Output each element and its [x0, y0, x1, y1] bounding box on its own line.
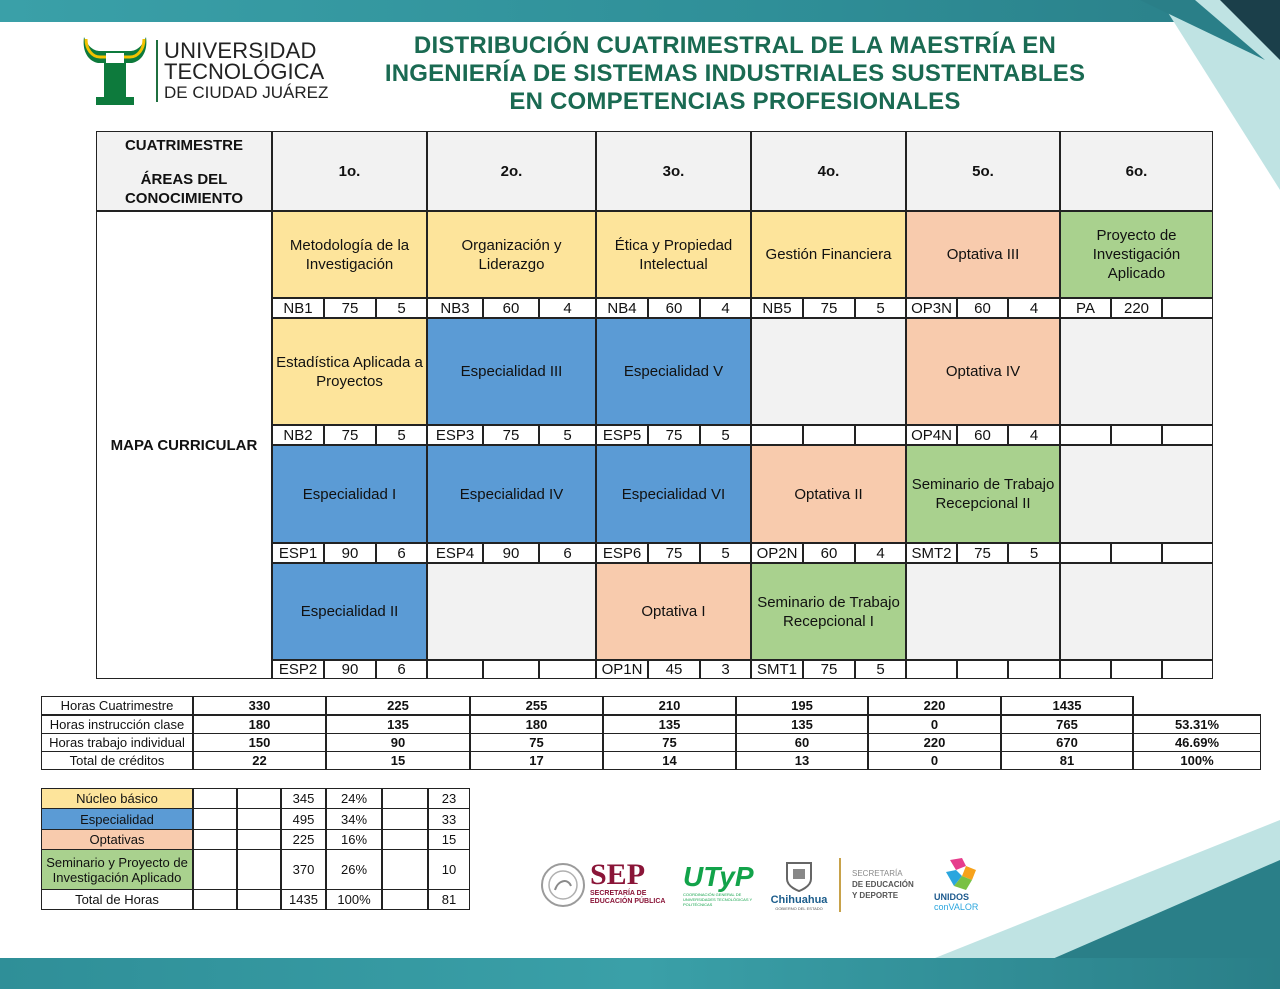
subject-cell: Ética y Propiedad Intelectual [596, 211, 751, 298]
hours-value: 195 [736, 696, 868, 715]
hours-value: 180 [470, 715, 603, 734]
hours-value: 75 [603, 733, 736, 752]
subject-code: NB1 [272, 298, 324, 318]
unidos-line-2: conVALOR [934, 902, 979, 912]
subject-hours: 75 [957, 543, 1008, 563]
subject-code: SMT1 [751, 660, 803, 679]
hours-value: 0 [868, 715, 1001, 734]
subject-hours: 60 [803, 543, 855, 563]
title-line-2: INGENIERÍA DE SISTEMAS INDUSTRIALES SUSTENTABLES [384, 60, 1086, 87]
subject-credits: 5 [700, 543, 751, 563]
logo-line-2: TECNOLÓGICA [164, 59, 325, 84]
corner-header [96, 131, 272, 211]
subject-hours [483, 660, 539, 679]
sep-sub-1: SECRETARÍA DE [590, 890, 647, 897]
area-empty-cell [382, 808, 428, 830]
sep-wordmark: SEP [590, 858, 646, 891]
subject-code: NB2 [272, 425, 324, 445]
subject-code: ESP4 [427, 543, 483, 563]
area-empty-cell [193, 808, 237, 830]
subject-hours [957, 660, 1008, 679]
hours-value: 0 [868, 751, 1001, 770]
area-label: Total de Horas [41, 889, 193, 910]
page-title [330, 32, 1140, 116]
area-empty-cell [237, 849, 281, 890]
subject-cell: Especialidad IV [427, 445, 596, 543]
hours-row-label: Horas instrucción clase [41, 715, 193, 734]
hours-value: 90 [326, 733, 470, 752]
area-empty-cell [193, 829, 237, 850]
utcj-bull-logo [80, 33, 150, 107]
subject-hours [803, 425, 855, 445]
subject-hours: 90 [483, 543, 539, 563]
subject-hours: 60 [648, 298, 700, 318]
subject-credits [1162, 425, 1213, 445]
subject-credits: 5 [855, 660, 906, 679]
subject-credits: 3 [700, 660, 751, 679]
subject-credits: 5 [1008, 543, 1060, 563]
partner-divider [839, 858, 841, 912]
area-credits: 33 [428, 808, 470, 830]
area-credits: 81 [428, 889, 470, 910]
area-label: Optativas [41, 829, 193, 850]
subject-cell: Optativa IV [906, 318, 1060, 425]
hours-value: 180 [193, 715, 326, 734]
hours-value: 75 [470, 733, 603, 752]
area-label: Seminario y Proyecto de Investigación Aplicado [41, 849, 193, 890]
subject-credits: 6 [376, 543, 427, 563]
subject-cell: Optativa III [906, 211, 1060, 298]
subject-code: SMT2 [906, 543, 957, 563]
hours-value: 330 [193, 696, 326, 715]
hours-value: 670 [1001, 733, 1133, 752]
subject-credits [1162, 543, 1213, 563]
column-header-2: 2o. [427, 131, 596, 211]
area-hours: 495 [281, 808, 326, 830]
subject-credits [1008, 660, 1060, 679]
bottom-band [0, 958, 1280, 989]
subject-code: NB3 [427, 298, 483, 318]
area-hours: 370 [281, 849, 326, 890]
hours-value: 225 [326, 696, 470, 715]
subject-credits: 6 [539, 543, 596, 563]
subject-credits [539, 660, 596, 679]
chihuahua-wordmark: Chihuahua [770, 894, 828, 906]
subject-hours: 60 [957, 425, 1008, 445]
subject-code: OP2N [751, 543, 803, 563]
subject-cell: Estadística Aplicada a Proyectos [272, 318, 427, 425]
subject-hours: 45 [648, 660, 700, 679]
area-label: Núcleo básico [41, 788, 193, 809]
subject-code [1060, 425, 1111, 445]
subject-hours: 75 [324, 298, 376, 318]
column-header-5: 5o. [906, 131, 1060, 211]
area-label: Especialidad [41, 808, 193, 830]
hours-row-label: Total de créditos [41, 751, 193, 770]
empty-subject-cell [1060, 318, 1213, 425]
hours-row-label: Horas Cuatrimestre [41, 696, 193, 715]
subject-hours [1111, 425, 1162, 445]
subject-hours: 75 [803, 660, 855, 679]
area-pct: 100% [326, 889, 382, 910]
subject-cell: Seminario de Trabajo Recepcional II [906, 445, 1060, 543]
hours-row-label: Horas trabajo individual [41, 733, 193, 752]
area-pct: 16% [326, 829, 382, 850]
subject-credits: 4 [1008, 298, 1060, 318]
subject-credits: 4 [855, 543, 906, 563]
column-header-6: 6o. [1060, 131, 1213, 211]
empty-subject-cell [1060, 445, 1213, 543]
column-header-4: 4o. [751, 131, 906, 211]
area-pct: 34% [326, 808, 382, 830]
utp-sub: COORDINACIÓN GENERAL DE UNIVERSIDADES TECNOLÓGICAS Y POLITÉCNICAS [683, 892, 753, 907]
subject-credits: 4 [700, 298, 751, 318]
subject-code [427, 660, 483, 679]
subject-credits [1162, 298, 1213, 318]
subject-code [751, 425, 803, 445]
unidos-con-valor-icon [944, 856, 978, 892]
area-credits: 15 [428, 829, 470, 850]
subject-hours: 220 [1111, 298, 1162, 318]
column-header-3: 3o. [596, 131, 751, 211]
subject-hours: 75 [648, 543, 700, 563]
sedu-line-3: Y DEPORTE [852, 891, 899, 900]
subject-cell: Metodología de la Investigación [272, 211, 427, 298]
utcj-logo-text [164, 40, 328, 103]
logo-line-3: DE CIUDAD JUÁREZ [164, 83, 329, 102]
subject-credits: 5 [855, 298, 906, 318]
subject-code: NB4 [596, 298, 648, 318]
hours-value: 255 [470, 696, 603, 715]
subject-credits [855, 425, 906, 445]
hours-value: 15 [326, 751, 470, 770]
sedu-logo [852, 868, 914, 901]
hours-value: 60 [736, 733, 868, 752]
subject-cell: Especialidad II [272, 563, 427, 660]
chihuahua-sub: GOBIERNO DEL ESTADO [775, 906, 823, 911]
unidos-logo [934, 892, 978, 912]
hours-percentage: 53.31% [1133, 715, 1261, 734]
hours-value: 22 [193, 751, 326, 770]
subject-hours: 60 [483, 298, 539, 318]
area-empty-cell [237, 808, 281, 830]
hours-value: 17 [470, 751, 603, 770]
hours-value: 81 [1001, 751, 1133, 770]
subject-hours: 90 [324, 543, 376, 563]
subject-hours [1111, 543, 1162, 563]
hours-value: 135 [736, 715, 868, 734]
subject-hours [1111, 660, 1162, 679]
hours-value: 135 [603, 715, 736, 734]
hours-value: 765 [1001, 715, 1133, 734]
subject-cell: Organización y Liderazgo [427, 211, 596, 298]
subject-hours: 90 [324, 660, 376, 679]
column-header-1: 1o. [272, 131, 427, 211]
mapa-curricular-label: MAPA CURRICULAR [96, 211, 272, 679]
area-empty-cell [237, 889, 281, 910]
subject-hours: 75 [483, 425, 539, 445]
chihuahua-shield-icon [785, 861, 813, 893]
area-empty-cell [382, 788, 428, 809]
hours-value: 150 [193, 733, 326, 752]
hours-value: 135 [326, 715, 470, 734]
hours-value: 210 [603, 696, 736, 715]
subject-hours: 75 [648, 425, 700, 445]
sedu-line-2: DE EDUCACIÓN [852, 880, 914, 889]
hours-value: 220 [868, 733, 1001, 752]
hours-percentage: 100% [1133, 751, 1261, 770]
subject-credits: 4 [1008, 425, 1060, 445]
empty-subject-cell [906, 563, 1060, 660]
subject-code: PA [1060, 298, 1111, 318]
hours-value: 220 [868, 696, 1001, 715]
area-hours: 345 [281, 788, 326, 809]
area-hours: 225 [281, 829, 326, 850]
subject-cell: Especialidad V [596, 318, 751, 425]
subject-cell: Gestión Financiera [751, 211, 906, 298]
area-pct: 26% [326, 849, 382, 890]
logo-line-1: UNIVERSIDAD [164, 38, 317, 63]
corner-areas: ÁREAS DEL CONOCIMIENTO [124, 171, 244, 207]
area-hours: 1435 [281, 889, 326, 910]
subject-credits [1162, 660, 1213, 679]
area-pct: 24% [326, 788, 382, 809]
subject-credits: 5 [539, 425, 596, 445]
corner-cuatrimestre: CUATRIMESTRE [124, 137, 244, 154]
hours-percentage: 46.69% [1133, 733, 1261, 752]
area-credits: 23 [428, 788, 470, 809]
subject-credits: 5 [700, 425, 751, 445]
area-empty-cell [237, 788, 281, 809]
subject-credits: 5 [376, 298, 427, 318]
subject-cell: Proyecto de Investigación Aplicado [1060, 211, 1213, 298]
hours-value: 14 [603, 751, 736, 770]
corner-decoration-bottom [930, 820, 1280, 960]
subject-code: ESP2 [272, 660, 324, 679]
subject-code: OP3N [906, 298, 957, 318]
subject-code: NB5 [751, 298, 803, 318]
empty-subject-cell [427, 563, 596, 660]
empty-subject-cell [1060, 563, 1213, 660]
subject-code: ESP6 [596, 543, 648, 563]
subject-credits: 4 [539, 298, 596, 318]
subject-code [906, 660, 957, 679]
subject-cell: Optativa II [751, 445, 906, 543]
subject-code: ESP5 [596, 425, 648, 445]
area-empty-cell [193, 889, 237, 910]
subject-hours: 75 [324, 425, 376, 445]
area-empty-cell [193, 849, 237, 890]
area-empty-cell [382, 889, 428, 910]
subject-cell: Especialidad III [427, 318, 596, 425]
subject-code: ESP3 [427, 425, 483, 445]
subject-credits: 6 [376, 660, 427, 679]
empty-subject-cell [751, 318, 906, 425]
subject-code [1060, 543, 1111, 563]
subject-hours: 60 [957, 298, 1008, 318]
logo-divider [156, 40, 158, 102]
subject-code: OP4N [906, 425, 957, 445]
subject-cell: Especialidad VI [596, 445, 751, 543]
mexico-seal-icon [540, 862, 586, 908]
area-empty-cell [382, 849, 428, 890]
area-credits: 10 [428, 849, 470, 890]
subject-credits: 5 [376, 425, 427, 445]
subject-code: OP1N [596, 660, 648, 679]
subject-hours: 75 [803, 298, 855, 318]
subject-cell: Optativa I [596, 563, 751, 660]
utp-logo [683, 862, 758, 907]
top-band [0, 0, 1280, 22]
chihuahua-logo [770, 894, 828, 911]
area-empty-cell [382, 829, 428, 850]
subject-code [1060, 660, 1111, 679]
title-line-3: EN COMPETENCIAS PROFESIONALES [509, 88, 961, 115]
area-empty-cell [237, 829, 281, 850]
hours-value: 1435 [1001, 696, 1133, 715]
subject-cell: Seminario de Trabajo Recepcional I [751, 563, 906, 660]
subject-code: ESP1 [272, 543, 324, 563]
area-empty-cell [193, 788, 237, 809]
sep-logo [590, 860, 665, 906]
title-line-1: DISTRIBUCIÓN CUATRIMESTRAL DE LA MAESTRÍA EN [413, 32, 1057, 59]
sedu-line-1: SECRETARÍA [852, 869, 903, 878]
subject-cell: Especialidad I [272, 445, 427, 543]
sep-sub-2: EDUCACIÓN PÚBLICA [590, 898, 666, 905]
hours-percentage [1133, 696, 1261, 715]
hours-value: 13 [736, 751, 868, 770]
utp-wordmark: UTyP [683, 861, 754, 892]
unidos-line-1: UNIDOS [934, 892, 970, 902]
